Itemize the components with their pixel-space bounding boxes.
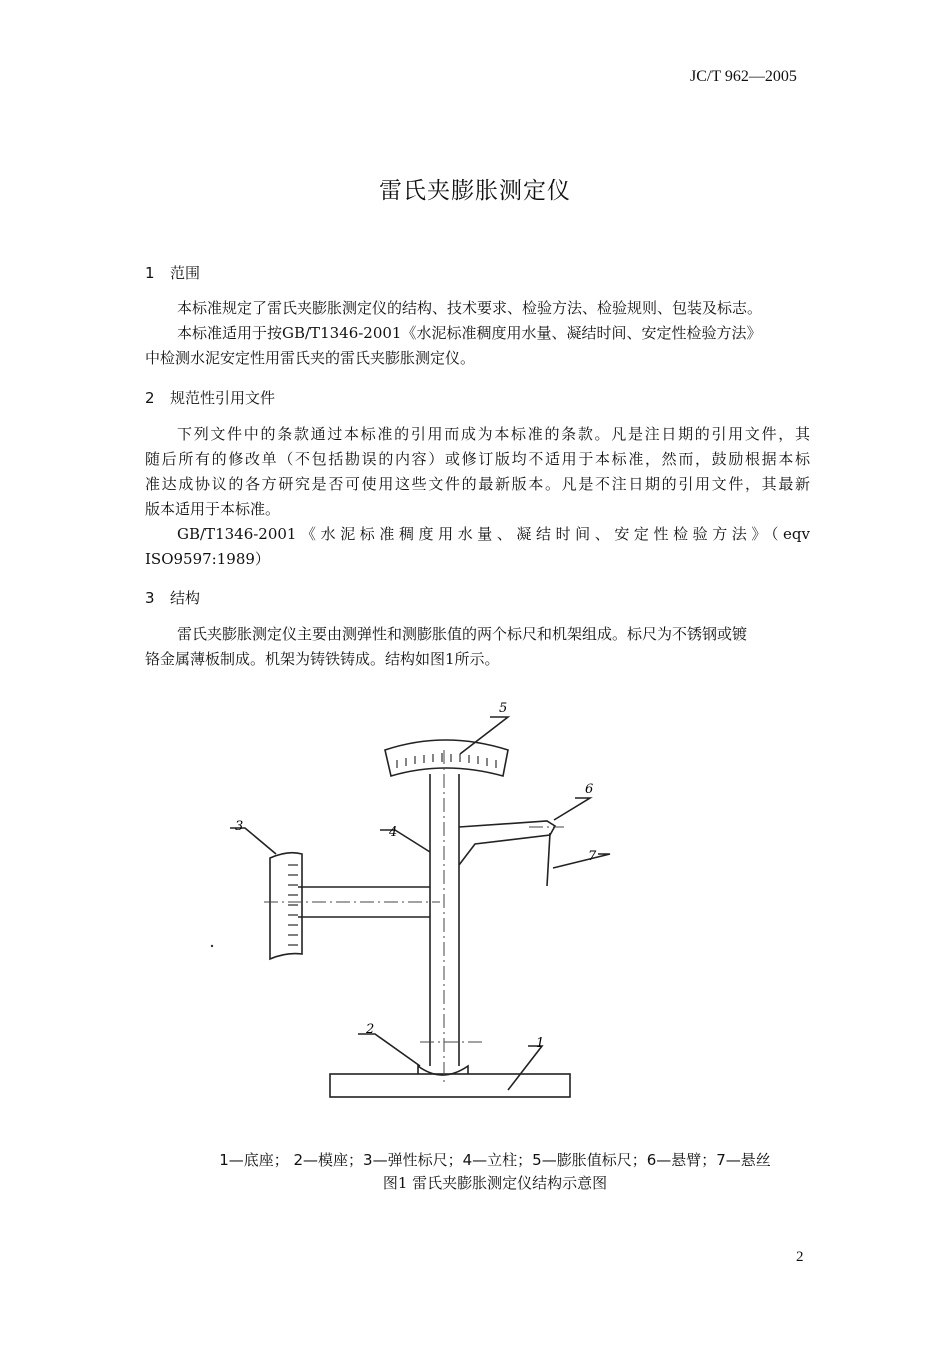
label-7: 7 <box>588 849 597 864</box>
leader-line-7 <box>553 854 610 868</box>
label-4: 4 <box>389 825 398 840</box>
hanging-wire <box>547 833 550 886</box>
cantilever-arm <box>459 821 555 865</box>
text-line: 准达成协议的各方研究是否可使用这些文件的最新版本。凡是不注日期的引用文件，其最新 <box>145 475 810 493</box>
leader-line-4 <box>380 830 430 852</box>
section-number: 3 <box>145 589 155 607</box>
standard-code: JC/T 962—2005 <box>690 68 797 85</box>
text-line: 铬金属薄板制成。机架为铸铁铸成。结构如图1所示。 <box>145 650 500 668</box>
text-line: GB/T1346-2001《水泥标准稠度用水量、凝结时间、安定性检验方法》（eqv <box>177 525 810 543</box>
section-2-paragraph-1 <box>145 422 810 522</box>
text-line: 随后所有的修改单（不包括勘误的内容）或修订版均不适用于本标准，然而，鼓励根据本标 <box>145 450 810 468</box>
expansion-scale <box>385 740 508 776</box>
elastic-scale-ticks <box>288 865 298 945</box>
text-line: 中检测水泥安定性用雷氏夹的雷氏夹膨胀测定仪。 <box>145 349 476 367</box>
label-5: 5 <box>499 701 508 716</box>
label-2: 2 <box>366 1022 375 1037</box>
text-line: 下列文件中的条款通过本标准的引用而成为本标准的条款。凡是注日期的引用文件，其 <box>177 425 810 443</box>
label-6: 6 <box>585 782 594 797</box>
label-3: 3 <box>235 819 244 834</box>
leader-line-6 <box>554 798 590 820</box>
section-2-reference <box>145 522 810 572</box>
page-number: 2 <box>796 1249 804 1265</box>
center-lines <box>264 750 564 1082</box>
expansion-scale-ticks <box>397 753 496 768</box>
section-1-paragraph-1 <box>145 296 810 321</box>
stray-dot <box>211 945 213 947</box>
label-1: 1 <box>536 1036 545 1051</box>
section-number: 1 <box>145 264 155 282</box>
leader-line-2 <box>358 1034 420 1066</box>
section-3-paragraph-1 <box>145 622 810 672</box>
section-number: 2 <box>145 389 155 407</box>
text-line: 本标准适用于按GB/T1346-2001《水泥标准稠度用水量、凝结时间、安定性检验方法》 <box>177 324 762 342</box>
section-title: 结构 <box>170 589 201 607</box>
section-1-paragraph-2 <box>145 321 810 371</box>
elastic-scale <box>270 853 302 959</box>
text-line: 雷氏夹膨胀测定仪主要由测弹性和测膨胀值的两个标尺和机架组成。标尺为不锈钢或镀 <box>177 625 748 643</box>
figure-caption: 图1 雷氏夹膨胀测定仪结构示意图 <box>382 1174 608 1192</box>
base-plate <box>330 1074 570 1097</box>
text-line: 本标准规定了雷氏夹膨胀测定仪的结构、技术要求、检验方法、检验规则、包装及标志。 <box>177 299 763 317</box>
section-title: 范围 <box>170 264 201 282</box>
section-title: 规范性引用文件 <box>170 389 276 407</box>
leader-line-1 <box>508 1046 542 1090</box>
text-line: ISO9597:1989） <box>145 550 270 568</box>
section-3-heading <box>145 587 200 608</box>
section-2-heading <box>145 387 275 408</box>
figure-legend: 1—底座； 2—模座；3—弹性标尺；4—立柱；5—膨胀值标尺；6—悬臂；7—悬丝 <box>219 1151 771 1169</box>
figure-diagram <box>190 690 630 1120</box>
section-1-heading <box>145 262 200 283</box>
text-line: 版本适用于本标准。 <box>145 500 281 518</box>
document-title: 雷氏夹膨胀测定仪 <box>379 178 571 204</box>
